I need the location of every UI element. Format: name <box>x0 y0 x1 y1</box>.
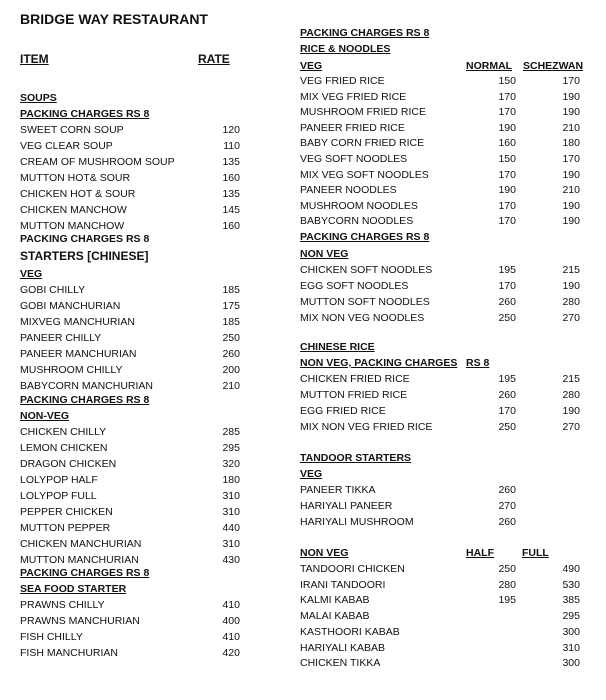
item-name: MIXVEG MANCHURIAN <box>20 316 135 328</box>
item-price: 120 <box>222 124 240 136</box>
item-name: DRAGON CHICKEN <box>20 458 117 470</box>
item-price: 200 <box>222 364 240 376</box>
item-price: 175 <box>222 300 240 312</box>
item-header: ITEM <box>20 52 49 66</box>
item-price: 310 <box>222 538 240 550</box>
tandoor-heading: TANDOOR STARTERS <box>300 452 412 464</box>
chinese-rice-sub: NON VEG, PACKING CHARGES <box>300 357 458 369</box>
item-name: CHICKEN MANCHOW <box>20 204 127 216</box>
item-name: CHICKEN CHILLY <box>20 426 107 438</box>
full-col-header: FULL <box>522 547 549 559</box>
schezwan-price: 190 <box>562 90 580 103</box>
item-price: 400 <box>222 615 240 627</box>
item-name: CHICKEN SOFT NOODLES <box>300 264 433 276</box>
half-col-header: HALF <box>466 547 494 559</box>
item-name: MUSHROOM CHILLY <box>20 364 123 376</box>
item-name: CHICKEN MANCHURIAN <box>20 538 142 550</box>
normal-price: 190 <box>498 184 516 197</box>
item-name: VEG SOFT NOODLES <box>300 153 408 165</box>
item-name: VEG FRIED RICE <box>300 75 385 87</box>
normal-price: 160 <box>498 137 516 150</box>
item-price: 260 <box>498 484 516 496</box>
full-price: 300 <box>562 657 580 670</box>
schezwan-price: 170 <box>562 75 580 87</box>
full-price: 490 <box>562 563 580 575</box>
item-price: 310 <box>222 490 240 502</box>
item-name: LEMON CHICKEN <box>20 442 108 454</box>
item-name: MUTTON SOFT NOODLES <box>300 296 430 308</box>
item-name: EGG FRIED RICE <box>300 405 386 417</box>
item-name: MUTTON PEPPER <box>20 522 111 534</box>
starters-heading: STARTERS [CHINESE] <box>20 249 149 263</box>
normal-price: 170 <box>498 199 516 212</box>
item-price: 210 <box>222 380 240 392</box>
item-name: FISH MANCHURIAN <box>20 647 119 659</box>
item-name: HARIYALI MUSHROOM <box>300 516 414 528</box>
schezwan-price: 215 <box>562 264 580 276</box>
item-name: KALMI KABAB <box>300 594 370 607</box>
item-name: VEG CLEAR SOUP <box>20 140 113 152</box>
full-price: 295 <box>562 610 580 623</box>
schezwan-price: 190 <box>562 405 580 417</box>
item-name: MIX NON VEG NOODLES <box>300 312 425 324</box>
item-price: 430 <box>222 554 240 566</box>
schezwan-price: 280 <box>562 389 580 401</box>
nonveg-heading: NON-VEG <box>20 410 70 422</box>
item-name: PRAWNS MANCHURIAN <box>20 615 140 627</box>
normal-price: 195 <box>498 264 516 276</box>
seafood-heading: SEA FOOD STARTER <box>20 583 127 595</box>
item-price: 180 <box>222 474 240 486</box>
soups-heading: SOUPS <box>20 92 57 104</box>
item-name: HARIYALI PANEER <box>300 500 393 512</box>
schezwan-price: 190 <box>562 199 580 212</box>
item-name: CHICKEN FRIED RICE <box>300 373 410 385</box>
item-name: HARIYALI KABAB <box>300 641 386 654</box>
schezwan-price: 190 <box>562 280 580 292</box>
item-name: PANEER MANCHURIAN <box>20 348 137 360</box>
tandoor-veg-heading: VEG <box>300 468 323 480</box>
item-name: CREAM OF MUSHROOM SOUP <box>20 156 175 168</box>
item-price: 270 <box>498 500 516 512</box>
item-price: 410 <box>222 599 240 611</box>
item-price: 260 <box>222 348 240 360</box>
normal-price: 250 <box>498 312 516 324</box>
item-price: 110 <box>223 140 240 152</box>
tandoor-nonveg-heading: NON VEG <box>300 547 349 559</box>
item-name: MUSHROOM FRIED RICE <box>300 106 426 119</box>
soups-packing: PACKING CHARGES RS 8 <box>20 108 150 120</box>
starters-veg-heading: VEG <box>20 268 43 280</box>
item-name: PANEER NOODLES <box>300 184 397 197</box>
item-name: PANEER FRIED RICE <box>300 121 405 134</box>
full-price: 310 <box>562 641 580 654</box>
rn-veg-label: VEG <box>300 60 323 72</box>
rn-nonveg-heading: NON VEG <box>300 248 349 260</box>
rn-nonveg-packing: PACKING CHARGES RS 8 <box>300 231 430 243</box>
item-price: 135 <box>222 156 240 168</box>
item-name: MUTTON HOT& SOUR <box>20 172 131 184</box>
item-price: 250 <box>222 332 240 344</box>
schezwan-price: 210 <box>562 121 580 134</box>
item-name: SWEET CORN SOUP <box>20 124 124 136</box>
schezwan-price: 215 <box>562 373 580 385</box>
item-price: 160 <box>222 172 240 184</box>
item-name: MIX NON VEG FRIED RICE <box>300 421 433 433</box>
item-name: MALAI KABAB <box>300 610 370 623</box>
item-name: BABYCORN MANCHURIAN <box>20 380 154 392</box>
item-name: MUTTON FRIED RICE <box>300 389 408 401</box>
item-name: CHICKEN HOT & SOUR <box>20 188 136 200</box>
schezwan-price: 270 <box>562 312 580 324</box>
schezwan-price: 190 <box>562 168 580 181</box>
item-price: 320 <box>222 458 240 470</box>
item-name: MIX VEG FRIED RICE <box>300 90 407 103</box>
item-name: PEPPER CHICKEN <box>20 506 113 518</box>
normal-price: 170 <box>498 280 516 292</box>
item-price: 135 <box>222 188 240 200</box>
half-price: 280 <box>498 578 516 591</box>
full-price: 300 <box>562 625 580 638</box>
item-price: 295 <box>222 442 240 454</box>
schezwan-price: 190 <box>562 106 580 119</box>
normal-col-header: NORMAL <box>466 60 513 72</box>
rn-heading: RICE & NOODLES <box>300 43 391 55</box>
item-name: LOLYPOP FULL <box>20 490 97 502</box>
item-name: LOLYPOP HALF <box>20 474 98 486</box>
normal-price: 260 <box>498 296 516 308</box>
item-name: KASTHOORI KABAB <box>300 625 400 638</box>
normal-price: 170 <box>498 106 516 119</box>
normal-price: 250 <box>498 421 516 433</box>
full-price: 385 <box>562 594 580 607</box>
normal-price: 170 <box>498 168 516 181</box>
item-price: 440 <box>222 522 240 534</box>
item-name: MUTTON MANCHOW <box>20 220 125 232</box>
rate-header: RATE <box>198 52 230 66</box>
item-name: BABY CORN FRIED RICE <box>300 137 425 150</box>
item-name: MUTTON MANCHURIAN <box>20 554 139 566</box>
item-price: 185 <box>222 284 240 296</box>
normal-price: 170 <box>498 90 516 103</box>
schezwan-price: 270 <box>562 421 580 433</box>
schezwan-price: 170 <box>562 153 580 165</box>
full-price: 530 <box>562 578 580 591</box>
item-name: CHICKEN TIKKA <box>300 657 381 670</box>
item-name: PANEER CHILLY <box>20 332 102 344</box>
schezwan-col-header: SCHEZWAN <box>523 60 584 72</box>
normal-price: 170 <box>498 215 516 228</box>
nonveg-packing: PACKING CHARGES RS 8 <box>20 394 150 406</box>
item-price: 410 <box>222 631 240 643</box>
normal-price: 260 <box>498 389 516 401</box>
item-name: EGG SOFT NOODLES <box>300 280 409 292</box>
half-price: 195 <box>498 594 516 607</box>
schezwan-price: 210 <box>562 184 580 197</box>
starters-packing: PACKING CHARGES RS 8 <box>20 233 150 245</box>
chinese-rice-heading: CHINESE RICE <box>300 341 375 353</box>
item-price: 260 <box>498 516 516 528</box>
schezwan-price: 190 <box>562 215 580 228</box>
half-price: 250 <box>498 563 516 575</box>
item-name: PANEER TIKKA <box>300 484 376 496</box>
normal-price: 170 <box>498 405 516 417</box>
item-price: 310 <box>222 506 240 518</box>
rn-packing: PACKING CHARGES RS 8 <box>300 27 430 39</box>
item-name: IRANI TANDOORI <box>300 578 386 591</box>
schezwan-price: 180 <box>562 137 580 150</box>
item-name: FISH CHILLY <box>20 631 83 643</box>
item-price: 145 <box>222 204 240 216</box>
normal-price: 150 <box>498 153 516 165</box>
item-name: BABYCORN NOODLES <box>300 215 414 228</box>
item-price: 185 <box>222 316 240 328</box>
chinese-rice-rs: RS 8 <box>466 357 490 369</box>
item-name: MIX VEG SOFT NOODLES <box>300 168 429 181</box>
page-title: BRIDGE WAY RESTAURANT <box>20 11 208 27</box>
item-price: 160 <box>222 220 240 232</box>
normal-price: 195 <box>498 373 516 385</box>
item-name: GOBI MANCHURIAN <box>20 300 121 312</box>
item-price: 285 <box>222 426 240 438</box>
normal-price: 150 <box>498 75 516 87</box>
item-name: PRAWNS CHILLY <box>20 599 105 611</box>
item-name: TANDOORI CHICKEN <box>300 563 405 575</box>
schezwan-price: 280 <box>562 296 580 308</box>
item-price: 420 <box>222 647 240 659</box>
normal-price: 190 <box>498 121 516 134</box>
item-name: GOBI CHILLY <box>20 284 86 296</box>
seafood-packing: PACKING CHARGES RS 8 <box>20 567 150 579</box>
item-name: MUSHROOM NOODLES <box>300 199 418 212</box>
